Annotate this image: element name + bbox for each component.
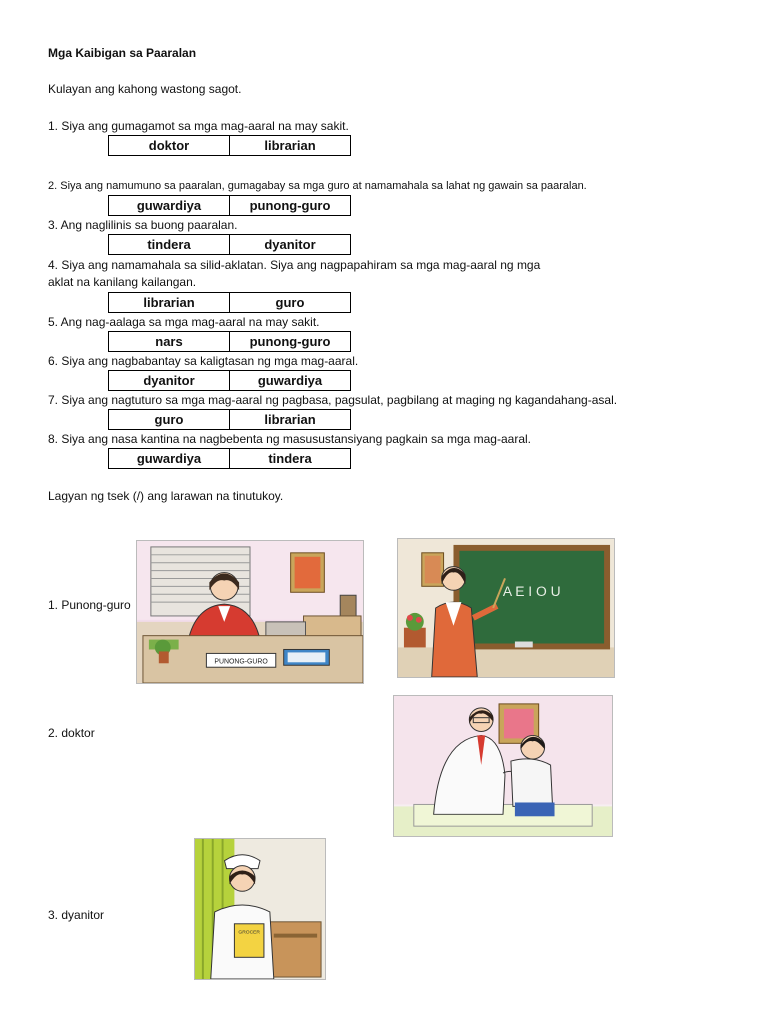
- answer-box-5: [108, 331, 351, 352]
- answer-box-1: [108, 135, 351, 156]
- option-7a[interactable]: guro: [154, 412, 184, 427]
- question-3: 3. Ang naglilinis sa buong paaralan.: [48, 218, 238, 232]
- option-3a[interactable]: tindera: [147, 237, 191, 252]
- option-4a[interactable]: librarian: [143, 295, 195, 310]
- answer-box-6: [108, 370, 351, 391]
- folder-label-text: GROCER: [238, 930, 260, 936]
- doctor-picture[interactable]: [393, 695, 613, 837]
- instruction-check: Lagyan ng tsek (/) ang larawan na tinutukoy.: [48, 489, 284, 503]
- picture-label-1: 1. Punong-guro: [48, 598, 131, 612]
- answer-box-4: [108, 292, 351, 313]
- option-1a[interactable]: doktor: [148, 138, 190, 153]
- question-1: 1. Siya ang gumagamot sa mga mag-aaral na may sakit.: [48, 119, 349, 133]
- question-6: 6. Siya ang nagbabantay sa kaligtasan ng mga mag-aaral.: [48, 354, 359, 368]
- option-2a[interactable]: guwardiya: [136, 198, 202, 213]
- nurse-picture[interactable]: [194, 838, 326, 980]
- option-2b[interactable]: punong-guro: [229, 196, 350, 215]
- option-5b[interactable]: punong-guro: [229, 332, 350, 351]
- picture-label-3: 3. dyanitor: [48, 908, 105, 922]
- principal-picture[interactable]: [136, 540, 364, 684]
- answer-box-8: [108, 448, 351, 469]
- desk-sign-text: PUNONG-GURO: [214, 658, 268, 666]
- question-4-cont: aklat na kanilang kailangan.: [48, 275, 197, 289]
- question-8: 8. Siya ang nasa kantina na nagbebenta ng masusustansiyang pagkain sa mga mag-aaral.: [48, 432, 531, 446]
- option-3b[interactable]: dyanitor: [229, 235, 350, 254]
- answer-box-7: [108, 409, 351, 430]
- answer-box-2: [108, 195, 351, 216]
- option-4b[interactable]: guro: [229, 293, 350, 312]
- option-1b[interactable]: librarian: [229, 136, 350, 155]
- teacher-picture[interactable]: [397, 538, 615, 678]
- worksheet-title: Mga Kaibigan sa Paaralan: [48, 46, 197, 60]
- option-6b[interactable]: guwardiya: [229, 371, 350, 390]
- answer-box-3: [108, 234, 351, 255]
- option-8a[interactable]: guwardiya: [136, 451, 202, 466]
- option-8b[interactable]: tindera: [229, 449, 350, 468]
- question-2: 2. Siya ang namumuno sa paaralan, gumagabay sa mga guro at namamahala sa lahat ng gawain sa paaralan.: [48, 180, 587, 192]
- option-6a[interactable]: dyanitor: [143, 373, 195, 388]
- instruction-color: Kulayan ang kahong wastong sagot.: [48, 82, 242, 96]
- option-7b[interactable]: librarian: [229, 410, 350, 429]
- question-5: 5. Ang nag-aalaga sa mga mag-aaral na may sakit.: [48, 315, 320, 329]
- question-4: 4. Siya ang namamahala sa silid-aklatan. Siya ang nagpapahiram sa mga mag-aaral ng mga: [48, 258, 541, 272]
- option-5a[interactable]: nars: [155, 334, 183, 349]
- picture-label-2: 2. doktor: [48, 726, 95, 740]
- question-7: 7. Siya ang nagtuturo sa mga mag-aaral ng pagbasa, pagsulat, pagbilang at maging ng kagandahang-asal.: [48, 393, 618, 407]
- blackboard-text: A E I O U: [502, 583, 561, 600]
